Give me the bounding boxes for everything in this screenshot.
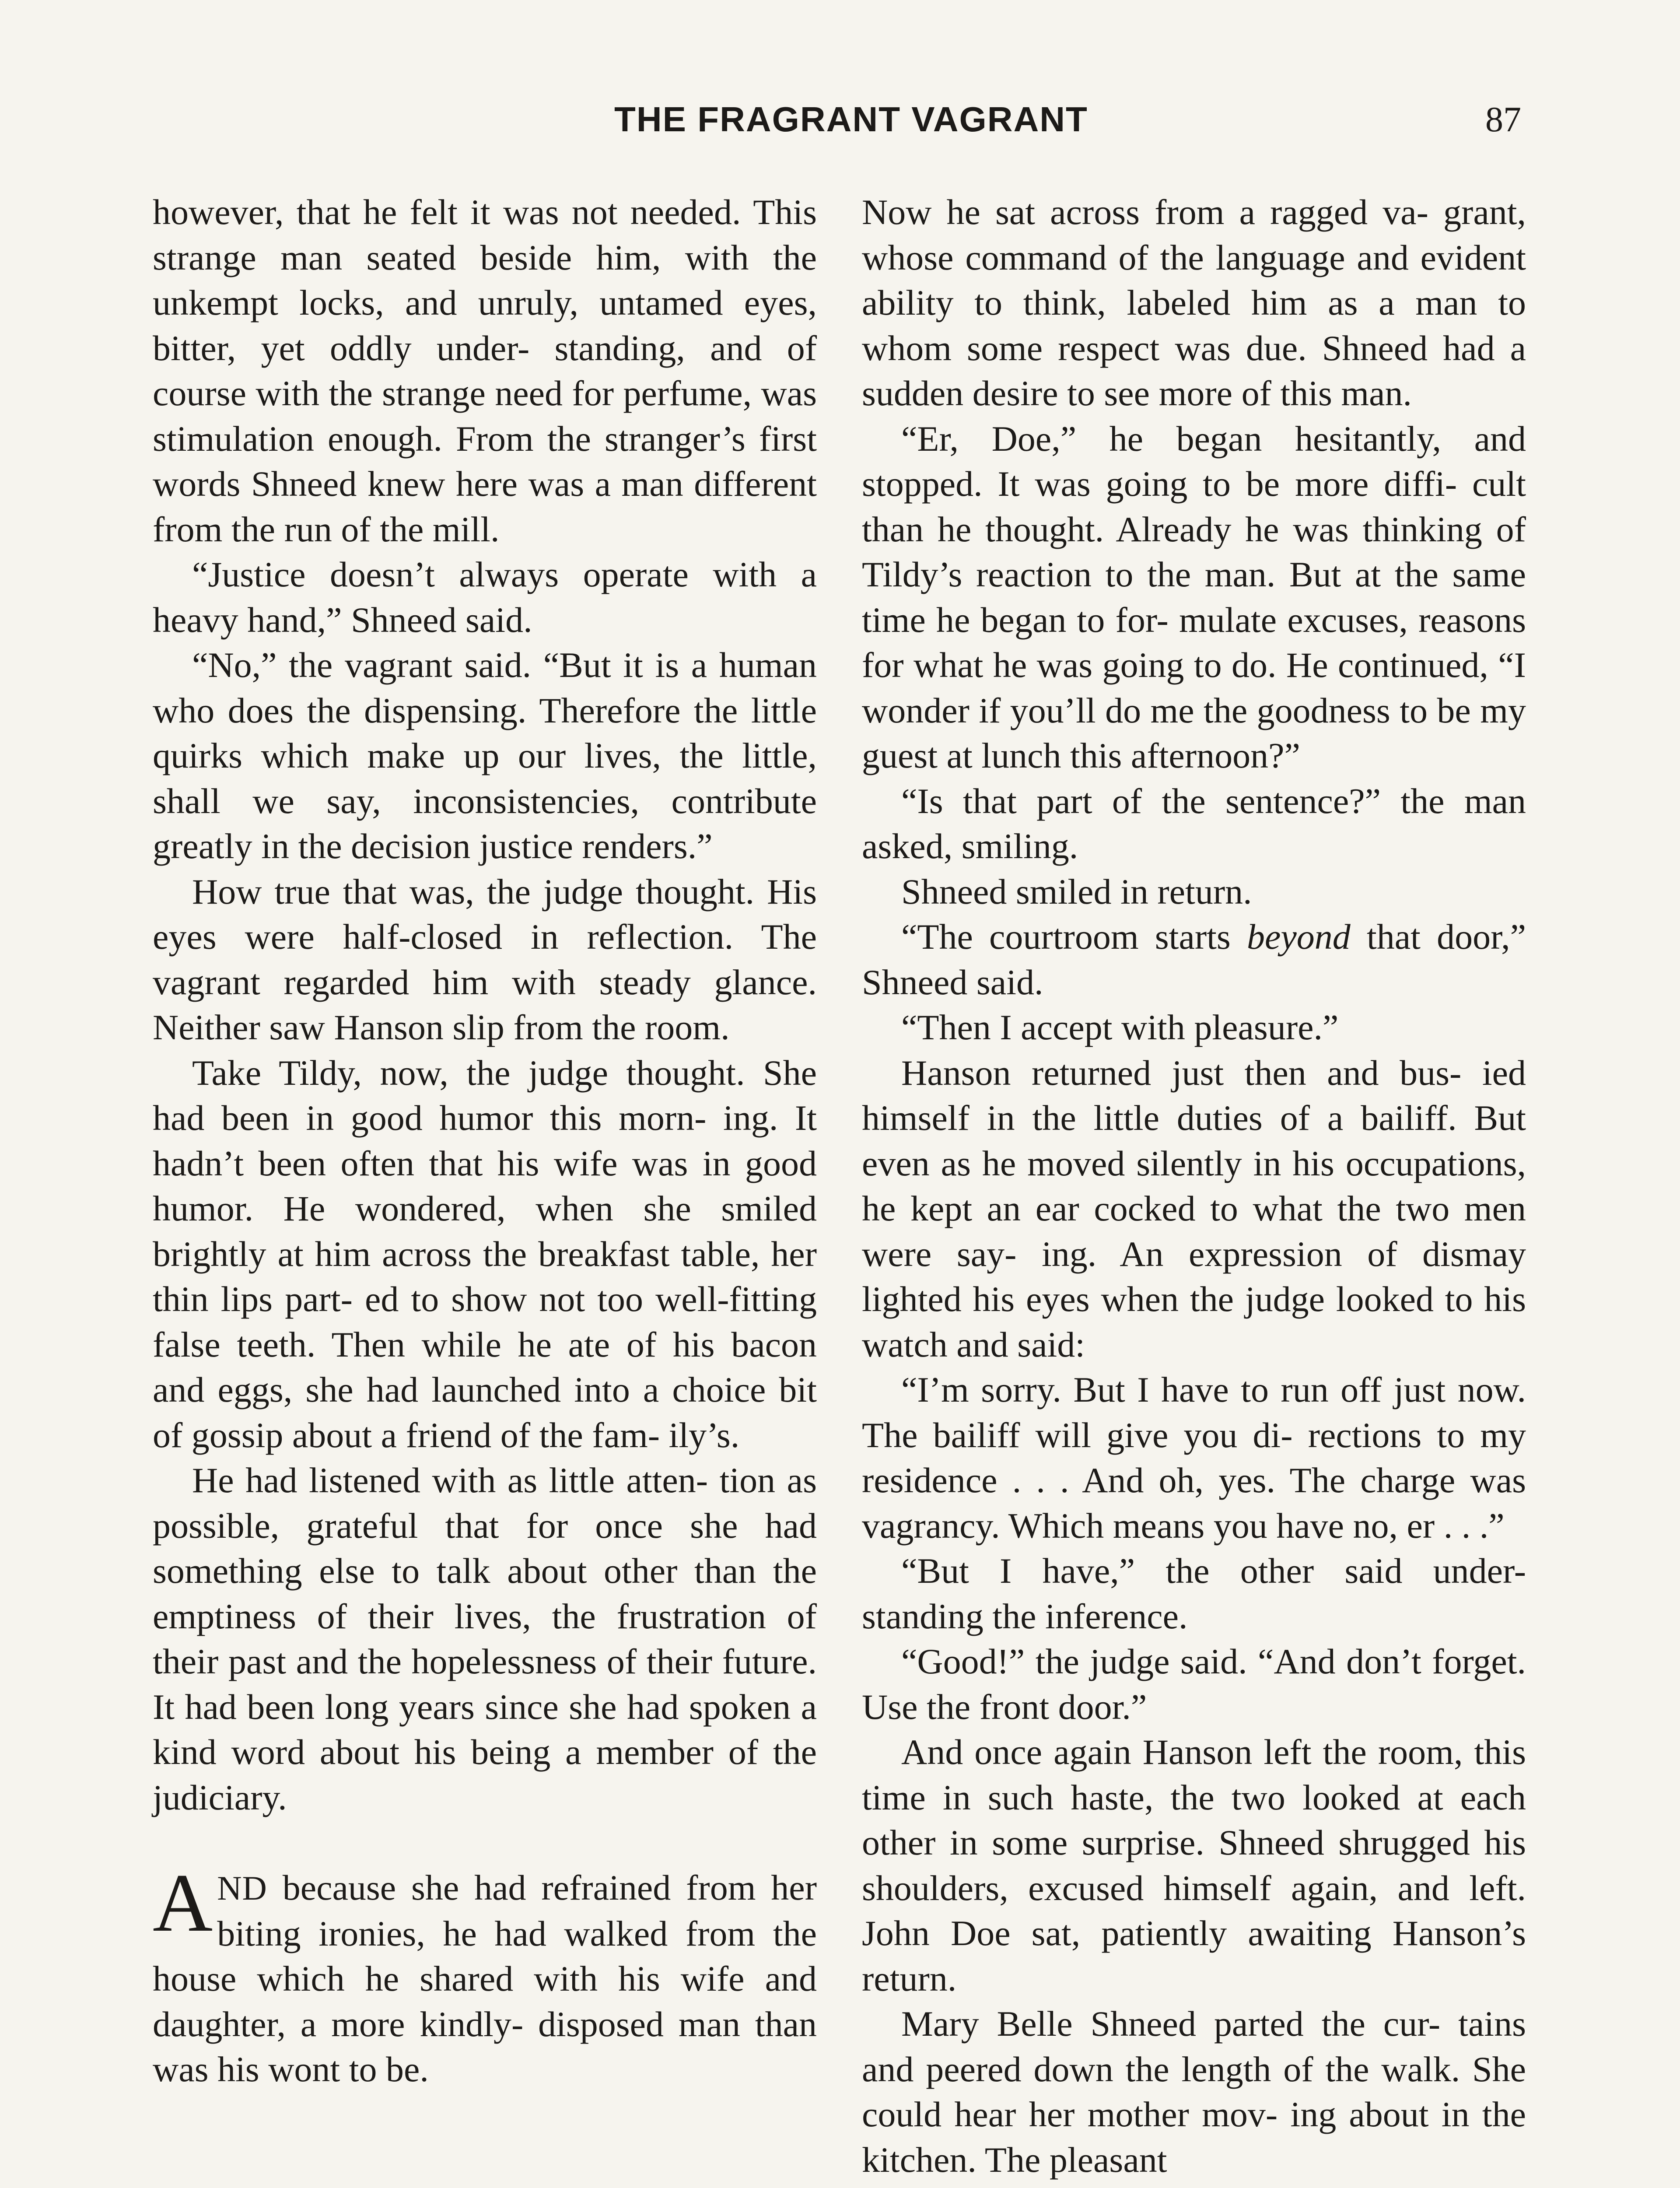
paragraph: Shneed smiled in return. — [901, 871, 1252, 912]
page-number: 87 — [1485, 99, 1521, 139]
paragraph: “But I have,” the other said under- standing the inference. — [862, 1551, 1526, 1636]
text-run: that door,” Shneed said. — [862, 917, 1526, 1002]
text-run: “The courtroom starts — [901, 917, 1247, 957]
drop-cap: A — [153, 1857, 213, 1949]
paragraph: “Is that part of the sentence?” the man asked, smiling. — [862, 781, 1526, 866]
running-title: THE FRAGRANT VAGRANT — [614, 100, 1088, 139]
paragraph: “No,” the vagrant said. “But it is a human who does the dispensing. Therefore the little quirks which make up our lives, the little, shall we say, inconsistencies, contribute greatly in the decision justice renders.” — [153, 645, 817, 866]
section-start-paragraph — [153, 1857, 817, 2092]
paragraph: “Good!” the judge said. “And don’t forget. Use the front door.” — [862, 1641, 1526, 1727]
running-head — [0, 95, 1680, 144]
paragraph — [862, 914, 1526, 1005]
paragraph: And once again Hanson left the room, this time in such haste, the two looked at each other in some surprise. Shneed shrugged his shoulders, excused himself again, and left. John Doe sat, patiently awaiting Hanson’s return. — [862, 1732, 1526, 1999]
paragraph: however, that he felt it was not needed. This strange man seated beside him, with the unkempt locks, and unruly, untamed eyes, bitter, yet oddly under- standing, and of course with the strange need for perfume, was stimulation enough. From the stranger’s first words Shneed knew here was a man different from the run of the mill. — [153, 192, 817, 549]
left-column — [153, 189, 817, 2092]
paragraph: “Er, Doe,” he began hesitantly, and stopped. It was going to be more diffi- cult than he thought. Already he was thinking of Tildy’s reaction to the man. But at the same time he began to for- mulate excuses, reasons for what he was going to do. He continued, “I wonder if you’ll do me the goodness to be my guest at lunch this afternoon?” — [862, 418, 1526, 775]
paragraph: Mary Belle Shneed parted the cur- tains and peered down the length of the walk. She could hear her mother mov- ing about in the kitchen. The pleasant — [862, 2004, 1526, 2180]
paragraph: How true that was, the judge thought. His eyes were half-closed in reflection. The vagrant regarded him with steady glance. Neither saw Hanson slip from the room. — [153, 871, 817, 1047]
paragraph: “Then I accept with pleasure.” — [901, 1007, 1339, 1047]
small-caps-lead: ND — [217, 1869, 267, 1907]
right-column — [862, 189, 1526, 2182]
section-text: because she had refrained from her biting ironies, he had walked from the house which he shared with his wife and daughter, a more kindly- disposed man than was his wont to be. — [153, 1868, 817, 2089]
paragraph: “I’m sorry. But I have to run off just now. The bailiff will give you di- rections to my residence . . . And oh, yes. The charge was vagrancy. Which means you have no, er . . .” — [862, 1370, 1526, 1546]
italic-word: beyond — [1247, 917, 1351, 957]
paragraph: Hanson returned just then and bus- ied himself in the little duties of a bailiff. But even as he moved silently in his occupations, he kept an ear cocked to what the two men were say- ing. An expression of dismay lighted his eyes when the judge looked to his watch and said: — [862, 1052, 1526, 1364]
paragraph: He had listened with as little atten- tion as possible, grateful that for once she had something else to talk about other than the emptiness of their lives, the frustration of their past and the hopelessness of their future. It had been long years since she had spoken a kind word about his being a member of the judiciary. — [153, 1460, 817, 1817]
paragraph: Take Tildy, now, the judge thought. She had been in good humor this morn- ing. It hadn’t been often that his wife was in good humor. He wondered, when she smiled brightly at him across the breakfast table, her thin lips part- ed to show not too well-fitting false teeth. Then while he ate of his bacon and eggs, she had launched into a choice bit of gossip about a friend of the fam- ily’s. — [153, 1052, 817, 1455]
paragraph: Now he sat across from a ragged va- grant, whose command of the language and evident ability to think, labeled him as a man to whom some respect was due. Shneed had a sudden desire to see more of this man. — [862, 192, 1526, 413]
paragraph: “Justice doesn’t always operate with a heavy hand,” Shneed said. — [153, 554, 817, 640]
